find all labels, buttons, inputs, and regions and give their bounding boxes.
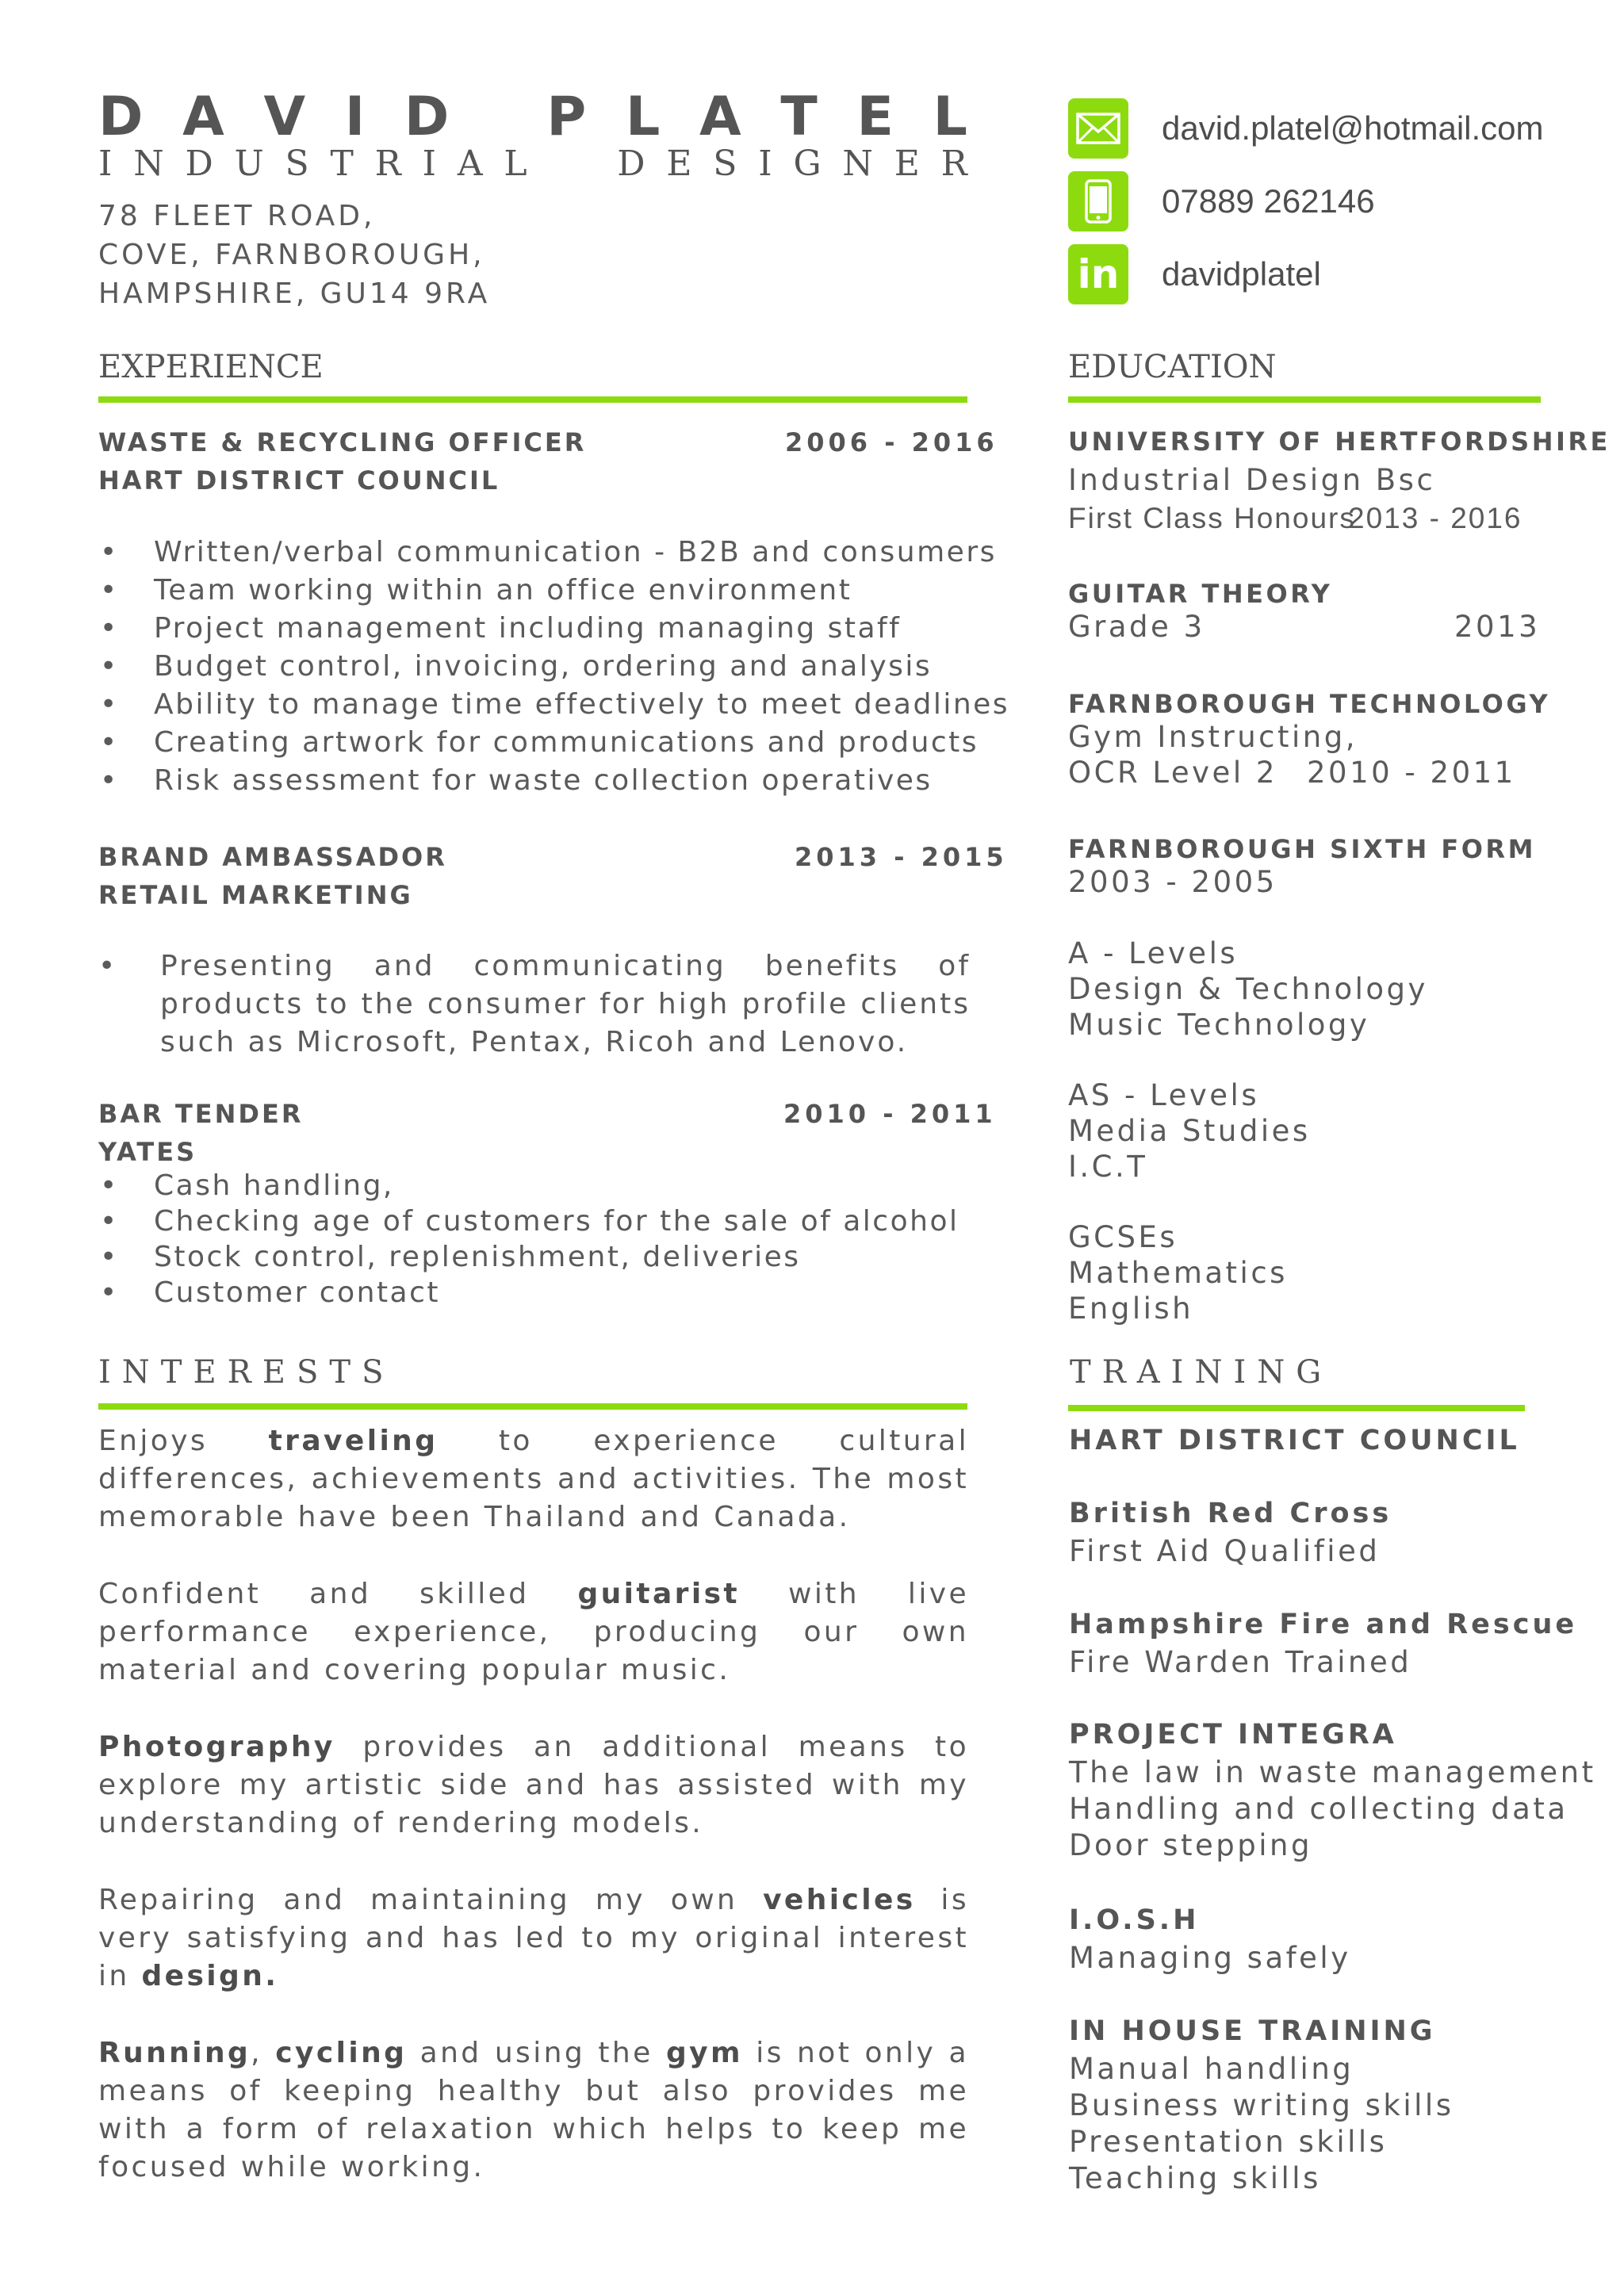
title-letter: I [758, 144, 772, 184]
job-title [98, 143, 967, 186]
title-letter: L [504, 144, 527, 184]
education-dates: 2013 - 2016 [1348, 502, 1522, 534]
contact-email[interactable] [1068, 98, 1544, 159]
name-letter: T [780, 86, 818, 148]
interest-travel [98, 1422, 969, 1536]
list-item: • Ability to manage time effectively to meet deadlines [98, 686, 1009, 724]
list-item: Media Studies [1068, 1114, 1311, 1148]
education-honours: First Class Honours [1068, 502, 1356, 534]
name-letter: E [856, 86, 894, 148]
title-letter: N [842, 144, 873, 184]
list-item: Business writing skills [1069, 2088, 1454, 2122]
name-letter: A [699, 86, 741, 148]
job-duties-list [98, 1168, 959, 1311]
list-item: Teaching skills [1069, 2161, 1321, 2195]
interest-text: Enjoys [98, 1425, 269, 1457]
phone-number[interactable]: 07889 262146 [1162, 182, 1375, 220]
training-course: Managing safely [1069, 1941, 1351, 1975]
interest-text: is not only a means of keeping healthy but also provides me with a form of relaxation which helps to keep me focused while working. [98, 2037, 969, 2183]
interest-vehicles [98, 1881, 969, 1996]
title-letter: I [98, 144, 113, 184]
list-item: Design & Technology [1068, 972, 1428, 1006]
list-item: • Stock control, replenishment, deliveries [98, 1239, 959, 1275]
gcses-list [1068, 1219, 1288, 1326]
title-letter: R [940, 144, 967, 184]
name-letter: V [263, 86, 306, 148]
interest-keyword: design. [141, 1960, 279, 1992]
interest-text: provides an additional means to explore my artistic side and has assisted with my understanding of rendering models. [98, 1731, 969, 1839]
list-item: English [1068, 1292, 1194, 1326]
address-line: 78 FLEET ROAD, [98, 200, 376, 232]
list-item: A - Levels [1068, 936, 1239, 970]
interest-guitar [98, 1575, 969, 1689]
list-item: • Checking age of customers for the sale of alcohol [98, 1203, 959, 1239]
section-title-experience: EXPERIENCE [98, 349, 324, 385]
education-course: OCR Level 2 [1068, 756, 1277, 790]
section-title-interests: INTERESTS [98, 1354, 395, 1391]
job-organisation: HART DISTRICT COUNCIL [98, 465, 500, 496]
name-letter: I [344, 86, 366, 148]
title-gap [548, 143, 596, 186]
section-rule [98, 396, 967, 403]
interest-keyword: Photography [98, 1731, 335, 1763]
bullet-dot: • [98, 950, 118, 982]
list-item: Music Technology [1068, 1008, 1370, 1042]
section-rule [1068, 1405, 1525, 1411]
education-dates: 2013 [1454, 610, 1541, 644]
education-institution: UNIVERSITY OF HERTFORDSHIRE [1068, 427, 1611, 457]
title-letter: G [793, 144, 822, 184]
address-line: COVE, FARNBOROUGH, [98, 239, 485, 271]
education-course: Gym Instructing, [1068, 720, 1358, 754]
aslevels-list [1068, 1077, 1311, 1184]
job-duties-list [98, 534, 1009, 800]
name-letter: D [98, 86, 144, 148]
list-item: The law in waste management [1069, 1755, 1596, 1789]
job-description-text: Presenting and communicating benefits of products to the consumer for high profile clients such as Microsoft, Pentax, Ricoh and Lenovo. [160, 950, 971, 1058]
email-address[interactable]: david.platel@hotmail.com [1162, 109, 1544, 147]
interest-photography [98, 1728, 969, 1843]
smartphone-icon [1068, 171, 1128, 232]
list-item: I.C.T [1068, 1150, 1148, 1184]
title-letter: E [666, 144, 692, 184]
alevels-list [1068, 936, 1428, 1043]
education-dates: 2003 - 2005 [1068, 865, 1277, 899]
list-item: • Creating artwork for communications and products [98, 724, 1009, 762]
section-title-education: EDUCATION [1068, 349, 1277, 385]
title-letter: A [457, 144, 483, 184]
section-rule [1068, 396, 1541, 403]
list-item: Handling and collecting data [1069, 1792, 1568, 1826]
list-item: Door stepping [1069, 1828, 1312, 1862]
contact-phone[interactable] [1068, 171, 1375, 232]
education-course: Grade 3 [1068, 610, 1205, 644]
interest-text: Confident and skilled [98, 1578, 578, 1610]
job-role: WASTE & RECYCLING OFFICER [98, 427, 587, 457]
job-role: BRAND AMBASSADOR [98, 842, 447, 872]
linkedin-handle[interactable]: davidplatel [1162, 255, 1321, 293]
job-role: BAR TENDER [98, 1099, 304, 1129]
list-item: • Customer contact [98, 1275, 959, 1311]
list-item: GCSEs [1068, 1220, 1178, 1254]
envelope-icon [1068, 98, 1128, 159]
list-item: Presentation skills [1069, 2125, 1388, 2159]
training-course-list [1069, 1755, 1596, 1864]
interest-keyword: gym [665, 2037, 743, 2069]
list-item: AS - Levels [1068, 1078, 1260, 1112]
interest-keyword: traveling [268, 1425, 439, 1457]
linkedin-icon-glyph: in [1077, 251, 1120, 297]
title-letter: I [422, 144, 436, 184]
name-letter: L [933, 86, 967, 148]
interest-text: is very satisfying and has led to my original interest in [98, 1884, 969, 1992]
education-institution: FARNBOROUGH SIXTH FORM [1068, 834, 1536, 864]
title-letter: E [894, 144, 920, 184]
list-item: • Project management including managing staff [98, 610, 1009, 648]
job-dates: 2010 - 2011 [783, 1099, 997, 1129]
interest-text: , [251, 2037, 276, 2069]
job-organisation: RETAIL MARKETING [98, 880, 413, 910]
list-item: Manual handling [1069, 2052, 1354, 2086]
education-course: Industrial Design Bsc [1068, 463, 1436, 497]
training-organisation: HART DISTRICT COUNCIL [1069, 1425, 1520, 1456]
training-course: Fire Warden Trained [1069, 1645, 1412, 1679]
interest-keyword: guitarist [577, 1578, 741, 1610]
name-letter: A [182, 86, 224, 148]
education-institution: GUITAR THEORY [1068, 579, 1333, 609]
list-item: • Written/verbal communication - B2B and consumers [98, 534, 1009, 572]
title-letter: S [713, 144, 737, 184]
section-title-training: TRAINING [1070, 1354, 1333, 1391]
title-letter: U [234, 144, 264, 184]
training-provider: PROJECT INTEGRA [1069, 1719, 1397, 1751]
list-item: • Risk assessment for waste collection operatives [98, 762, 1009, 800]
job-dates: 2006 - 2016 [785, 427, 998, 457]
title-letter: D [185, 144, 213, 184]
name-letter: D [404, 86, 450, 148]
name-space [488, 87, 508, 147]
interest-text: to experience cultural differences, achievements and activities. The most memorable have been Thailand and Canada. [98, 1425, 969, 1533]
name-letter: L [625, 86, 661, 148]
training-course-list [1069, 2051, 1454, 2197]
postal-address [98, 197, 490, 313]
interest-keyword: cycling [275, 2037, 408, 2069]
title-letter: T [330, 144, 354, 184]
list-item: • Budget control, invoicing, ordering and analysis [98, 648, 1009, 686]
interest-text: with live performance experience, producing our own material and covering popular music. [98, 1578, 969, 1686]
training-provider: British Red Cross [1069, 1498, 1392, 1529]
education-dates: 2010 - 2011 [1307, 756, 1516, 790]
title-letter: N [133, 144, 164, 184]
title-letter: R [374, 144, 401, 184]
list-item: • Cash handling, [98, 1168, 959, 1203]
section-rule [98, 1403, 967, 1410]
interest-text: Repairing and maintaining my own [98, 1884, 764, 1916]
candidate-name [98, 87, 967, 147]
interest-text: and using the [407, 2037, 666, 2069]
job-dates: 2013 - 2015 [795, 842, 1008, 872]
interest-keyword: vehicles [763, 1884, 916, 1916]
training-provider: Hampshire Fire and Rescue [1069, 1609, 1578, 1640]
job-organisation: YATES [98, 1137, 197, 1167]
title-letter: D [617, 144, 645, 184]
list-item: • Team working within an office environment [98, 572, 1009, 610]
name-letter: P [546, 86, 587, 148]
interest-fitness [98, 2034, 969, 2187]
job-description [98, 947, 971, 1062]
education-institution: FARNBOROUGH TECHNOLOGY [1068, 689, 1551, 719]
contact-linkedin[interactable] [1068, 244, 1321, 304]
title-letter: S [285, 144, 309, 184]
training-provider: I.O.S.H [1069, 1904, 1200, 1936]
linkedin-icon [1068, 244, 1128, 304]
list-item: Mathematics [1068, 1256, 1288, 1290]
address-line: HAMPSHIRE, GU14 9RA [98, 277, 491, 310]
training-course: First Aid Qualified [1069, 1534, 1381, 1568]
interest-keyword: Running [98, 2037, 251, 2069]
training-provider: IN HOUSE TRAINING [1069, 2015, 1436, 2047]
